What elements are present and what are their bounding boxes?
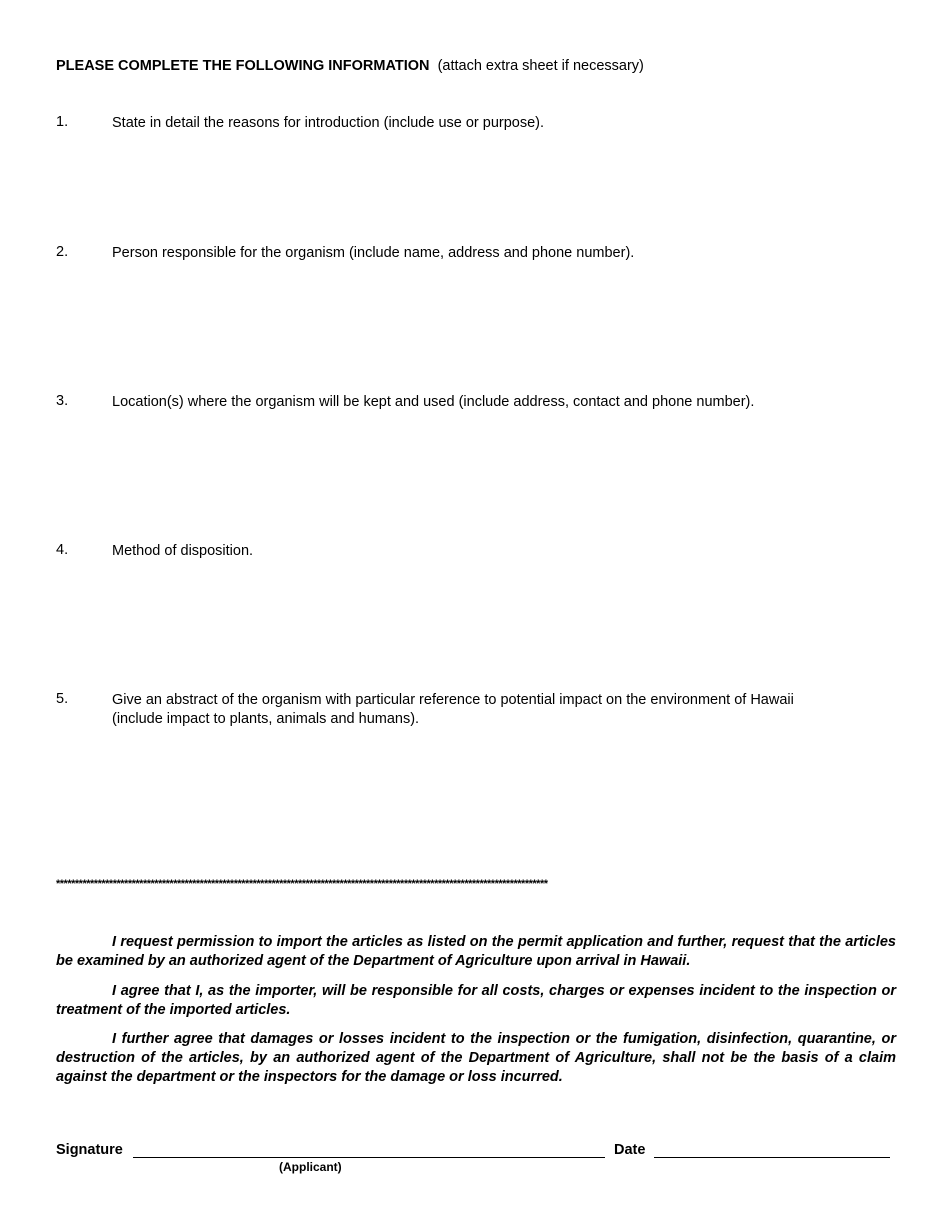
question-5-text: Give an abstract of the organism with particular reference to potential impact on the environment of Hawaii (include impact to plants, animals and humans).	[112, 692, 794, 727]
signature-line[interactable]	[133, 1157, 605, 1158]
question-1-text: State in detail the reasons for introduction (include use or purpose).	[112, 115, 545, 131]
declaration-paragraph-3: I further agree that damages or losses incident to the inspection or the fumigation, disinfection, quarantine, or destruction of the articles, by an authorized agent of the Department of Agriculture, shall not be the basis of a claim against the department or the inspectors for the damage or loss incurred.	[56, 1031, 896, 1085]
question-3-number: 3.	[56, 393, 69, 409]
question-5-number: 5.	[56, 691, 69, 707]
declaration-paragraph-1: I request permission to import the articles as listed on the permit application and further, request that the articles be examined by an authorized agent of the Department of Agriculture upon arrival in Hawaii.	[56, 934, 896, 969]
date-line[interactable]	[654, 1157, 890, 1158]
header-title: PLEASE COMPLETE THE FOLLOWING INFORMATION	[56, 58, 430, 74]
question-2-text: Person responsible for the organism (include name, address and phone number).	[112, 245, 635, 261]
question-4-number: 4.	[56, 542, 69, 558]
question-1-number: 1.	[56, 114, 69, 130]
question-4-text: Method of disposition.	[112, 543, 254, 559]
question-3-text: Location(s) where the organism will be kept and used (include address, contact and phone number).	[112, 394, 755, 410]
header-note: (attach extra sheet if necessary)	[437, 58, 644, 74]
form-header	[56, 58, 644, 74]
asterisk-separator: **********************************************************************************************************************************	[56, 878, 548, 890]
signature-label: Signature	[56, 1142, 123, 1158]
applicant-sublabel: (Applicant)	[279, 1160, 342, 1174]
date-label: Date	[614, 1142, 646, 1158]
declaration-paragraph-2: I agree that I, as the importer, will be responsible for all costs, charges or expenses incident to the inspection or treatment of the imported articles.	[56, 983, 896, 1018]
question-2-number: 2.	[56, 244, 69, 260]
